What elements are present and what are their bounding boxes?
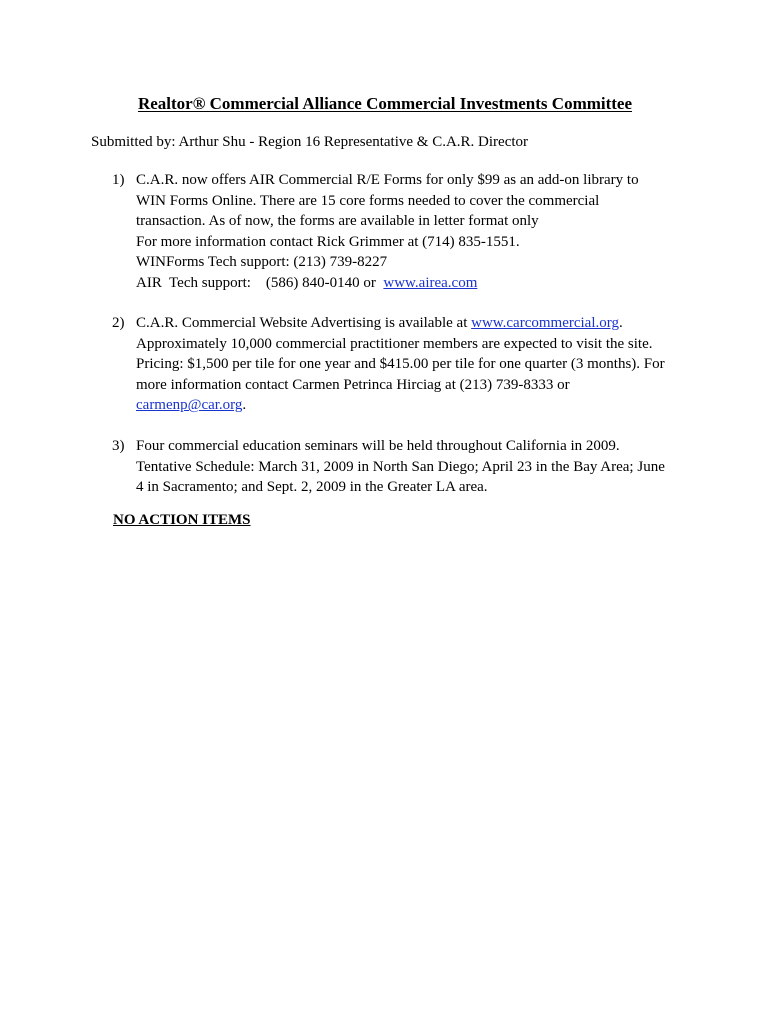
item-2-line-1-text: C.A.R. Commercial Website Advertising is available at <box>136 315 472 331</box>
item-2-line-3: Pricing: $1,500 per tile for one year and $415.00 per tile for one quarter (3 months). For <box>136 356 665 373</box>
submitted-by-line: Submitted by: Arthur Shu - Region 16 Representative & C.A.R. Director <box>91 134 529 150</box>
carcommercial-link[interactable]: www.carcommercial.org <box>471 315 619 331</box>
item-2-line-2: Approximately 10,000 commercial practitioner members are expected to visit the site. <box>136 335 653 352</box>
item-3-line-1: Four commercial education seminars will be held throughout California in 2009. <box>136 438 620 454</box>
item-2-line-4: more information contact Carmen Petrinca Hirciag at (213) 739-8333 or <box>136 376 570 393</box>
item-3-number: 3) <box>112 438 125 454</box>
item-1-line-4: For more information contact Rick Grimmer at (714) 835-1551. <box>136 233 520 250</box>
item-1-line-6 <box>136 273 696 294</box>
email-link[interactable]: carmenp@car.org <box>136 397 243 414</box>
item-2-line-5 <box>136 395 696 416</box>
item-1-line-2: WIN Forms Online. There are 15 core forms needed to cover the commercial <box>136 192 600 209</box>
item-3-body <box>136 436 696 498</box>
item-2-line-5-end: . <box>242 397 247 414</box>
item-2-line-1 <box>136 313 696 334</box>
item-2-body <box>136 313 696 416</box>
item-2-number: 2) <box>112 315 125 331</box>
item-3-line-2: Tentative Schedule: March 31, 2009 in North San Diego; April 23 in the Bay Area; June <box>136 458 665 475</box>
air-support-label: AIR Tech support: (586) 840-0140 or <box>136 274 384 291</box>
item-1-line-1: C.A.R. now offers AIR Commercial R/E Forms for only $99 as an add-on library to <box>136 172 639 188</box>
no-action-items-heading: NO ACTION ITEMS <box>113 512 251 528</box>
item-2-line-1-end: . <box>618 315 623 331</box>
airea-link[interactable]: www.airea.com <box>383 274 478 291</box>
item-1-body <box>136 170 696 294</box>
item-1-line-3: transaction. As of now, the forms are available in letter format only <box>136 213 539 230</box>
item-1-number: 1) <box>112 172 125 188</box>
item-1-line-5: WINForms Tech support: (213) 739-8227 <box>136 254 388 271</box>
document-title: Realtor® Commercial Alliance Commercial Investments Committee <box>137 94 633 113</box>
item-3-line-3: 4 in Sacramento; and Sept. 2, 2009 in the Greater LA area. <box>136 479 488 496</box>
